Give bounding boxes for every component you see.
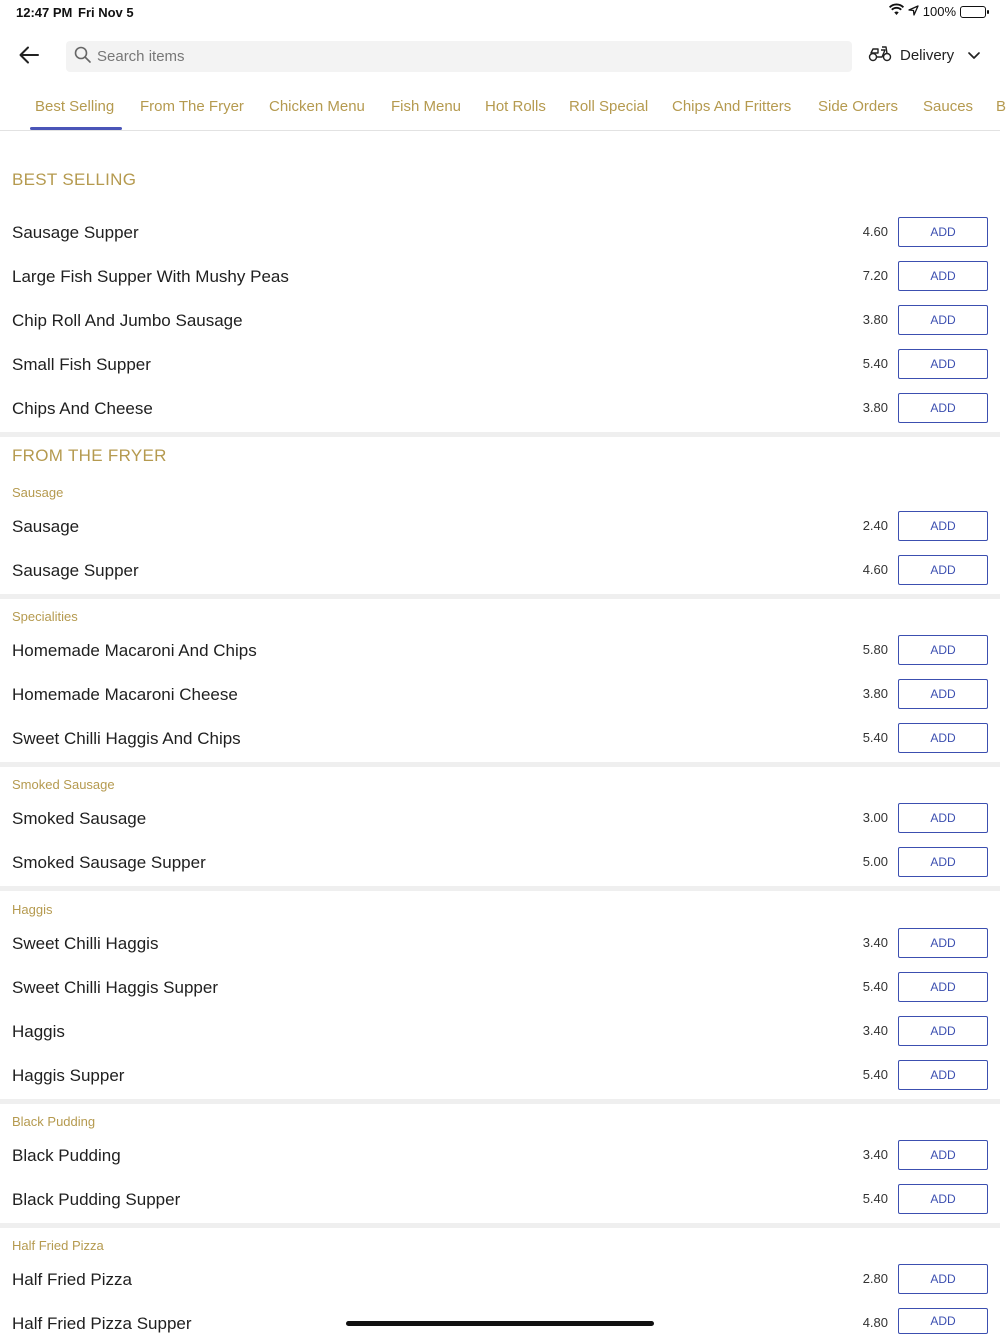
item-price: 3.40 — [862, 935, 888, 950]
back-arrow-icon — [19, 46, 39, 69]
item-price: 3.80 — [862, 686, 888, 701]
item-name: Sweet Chilli Haggis — [12, 934, 159, 953]
scooter-icon — [868, 44, 892, 66]
status-icons — [889, 4, 986, 19]
tab-fish-menu[interactable]: Fish Menu — [391, 98, 462, 115]
group-title: Specialities — [12, 609, 78, 624]
battery-percent: 100% — [922, 4, 956, 19]
item-price: 5.40 — [862, 979, 888, 994]
delivery-label: Delivery — [900, 46, 955, 64]
add-button[interactable]: ADD — [898, 1184, 988, 1214]
chevron-down-icon — [968, 47, 980, 64]
item-price: 5.40 — [862, 356, 888, 371]
item-name: Homemade Macaroni And Chips — [12, 641, 257, 660]
item-name: Sausage — [12, 517, 80, 536]
add-button[interactable]: ADD — [898, 555, 988, 585]
add-button[interactable]: ADD — [898, 635, 988, 665]
location-icon — [908, 4, 919, 19]
home-indicator[interactable] — [346, 1321, 654, 1326]
tab-partial[interactable]: B — [996, 98, 1006, 115]
item-price: 3.40 — [862, 1147, 888, 1162]
tab-chips-and-fritters[interactable]: Chips And Fritters — [672, 98, 792, 115]
add-button[interactable]: ADD — [898, 511, 988, 541]
item-price: 2.40 — [862, 518, 888, 533]
item-price: 4.60 — [862, 224, 888, 239]
item-name: Sausage Supper — [12, 223, 139, 242]
item-name: Sweet Chilli Haggis And Chips — [12, 729, 241, 748]
item-name: Large Fish Supper With Mushy Peas — [12, 267, 289, 286]
item-price: 5.40 — [862, 1067, 888, 1082]
wifi-icon — [889, 4, 904, 19]
add-button[interactable]: ADD — [898, 1308, 988, 1334]
item-name: Sweet Chilli Haggis Supper — [12, 978, 218, 997]
tab-best-selling[interactable]: Best Selling — [35, 98, 115, 115]
add-button[interactable]: ADD — [898, 393, 988, 423]
add-button[interactable]: ADD — [898, 847, 988, 877]
battery-icon — [960, 6, 986, 18]
section-title: FROM THE FRYER — [12, 446, 167, 465]
item-name: Half Fried Pizza Supper — [12, 1314, 192, 1333]
back-button[interactable] — [14, 42, 44, 72]
status-date: Fri Nov 5 — [78, 5, 134, 20]
add-button[interactable]: ADD — [898, 1264, 988, 1294]
status-time: 12:47 PM — [16, 5, 73, 20]
item-price: 5.00 — [862, 854, 888, 869]
item-name: Chip Roll And Jumbo Sausage — [12, 311, 243, 330]
group-title: Sausage — [12, 485, 64, 500]
item-price: 3.80 — [862, 400, 888, 415]
add-button[interactable]: ADD — [898, 349, 988, 379]
item-price: 5.80 — [862, 642, 888, 657]
item-name: Small Fish Supper — [12, 355, 151, 374]
group-divider — [0, 1099, 1000, 1104]
item-price: 3.80 — [862, 312, 888, 327]
tab-chicken-menu[interactable]: Chicken Menu — [269, 98, 365, 115]
add-button[interactable]: ADD — [898, 803, 988, 833]
group-title: Smoked Sausage — [12, 777, 115, 792]
search-bar[interactable] — [66, 41, 852, 72]
item-name: Smoked Sausage — [12, 809, 147, 828]
item-price: 3.00 — [862, 810, 888, 825]
active-tab-indicator — [30, 127, 122, 130]
item-name: Smoked Sausage Supper — [12, 853, 206, 872]
group-divider — [0, 594, 1000, 599]
item-price: 4.80 — [862, 1315, 888, 1330]
add-button[interactable]: ADD — [898, 1060, 988, 1090]
add-button[interactable]: ADD — [898, 972, 988, 1002]
search-icon — [74, 46, 91, 68]
add-button[interactable]: ADD — [898, 1016, 988, 1046]
category-tabs — [0, 88, 1006, 131]
item-price: 5.40 — [862, 1191, 888, 1206]
group-divider — [0, 1223, 1000, 1228]
group-divider — [0, 762, 1000, 767]
item-name: Haggis — [12, 1022, 65, 1041]
top-bar — [0, 38, 1000, 76]
item-price: 7.20 — [862, 268, 888, 283]
add-button[interactable]: ADD — [898, 1140, 988, 1170]
item-price: 4.60 — [862, 562, 888, 577]
item-price: 3.40 — [862, 1023, 888, 1038]
status-bar — [0, 0, 1000, 26]
item-price: 2.80 — [862, 1271, 888, 1286]
search-input[interactable] — [97, 48, 797, 65]
section-title: BEST SELLING — [12, 170, 137, 189]
add-button[interactable]: ADD — [898, 928, 988, 958]
item-name: Sausage Supper — [12, 561, 139, 580]
group-title: Half Fried Pizza — [12, 1238, 104, 1253]
item-name: Haggis Supper — [12, 1066, 125, 1085]
add-button[interactable]: ADD — [898, 261, 988, 291]
item-name: Black Pudding Supper — [12, 1190, 181, 1209]
tab-hot-rolls[interactable]: Hot Rolls — [485, 98, 546, 115]
add-button[interactable]: ADD — [898, 723, 988, 753]
delivery-selector[interactable] — [868, 44, 980, 66]
item-price: 5.40 — [862, 730, 888, 745]
item-name: Chips And Cheese — [12, 399, 153, 418]
tab-sauces[interactable]: Sauces — [923, 98, 974, 115]
group-title: Black Pudding — [12, 1114, 96, 1129]
tab-from-the-fryer[interactable]: From The Fryer — [140, 98, 244, 115]
tab-roll-special[interactable]: Roll Special — [569, 98, 649, 115]
item-name: Homemade Macaroni Cheese — [12, 685, 238, 704]
item-name: Half Fried Pizza — [12, 1270, 132, 1289]
group-divider — [0, 886, 1000, 891]
add-button[interactable]: ADD — [898, 217, 988, 247]
section-divider — [0, 432, 1000, 437]
item-name: Black Pudding — [12, 1146, 121, 1165]
add-button[interactable]: ADD — [898, 679, 988, 709]
add-button[interactable]: ADD — [898, 305, 988, 335]
group-title: Haggis — [12, 902, 53, 917]
tab-side-orders[interactable]: Side Orders — [818, 98, 899, 115]
